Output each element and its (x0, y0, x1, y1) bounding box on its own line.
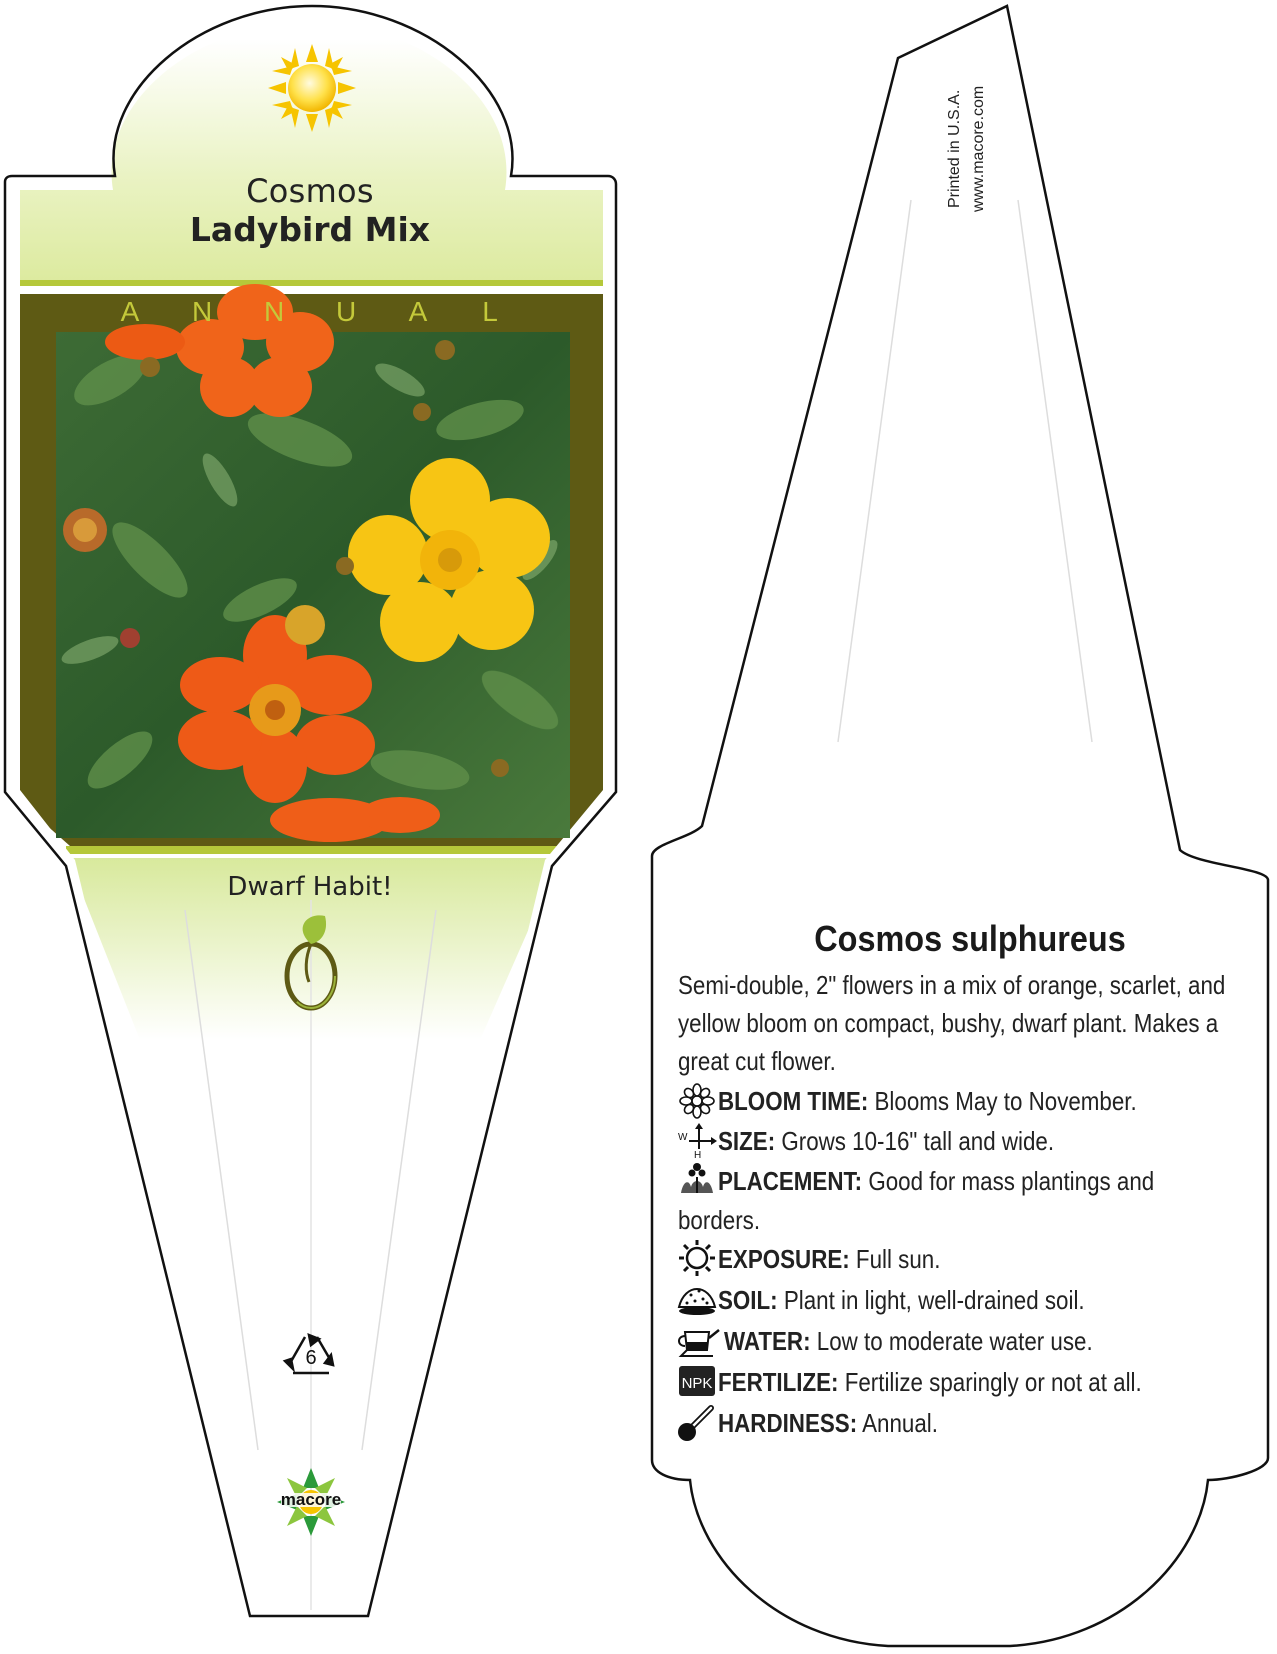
care-label: BLOOM TIME: (718, 1086, 869, 1116)
care-row-placement (678, 1162, 1225, 1200)
plant-photo (56, 284, 570, 842)
category-letter: A (120, 296, 140, 327)
sun-icon (268, 44, 356, 132)
care-text: Plant in light, well-drained soil. (783, 1285, 1085, 1315)
care-text: Good for mass plantings and (868, 1166, 1155, 1196)
printed-in-usa: Printed in U.S.A. (946, 89, 963, 208)
plant-name-variety: Ladybird Mix (189, 210, 431, 249)
care-row-fertilize (678, 1363, 1211, 1401)
care-row-size (678, 1122, 1109, 1160)
care-text: Full sun. (855, 1244, 941, 1274)
care-row-hardiness (678, 1404, 974, 1442)
care-label: WATER: (724, 1326, 811, 1356)
category-label (120, 296, 500, 328)
size-h-label: H (694, 1150, 702, 1161)
care-label: SOIL: (718, 1285, 778, 1315)
category-letter: N (264, 296, 285, 327)
plant-name-genus: Cosmos (246, 172, 374, 210)
care-label: FERTILIZE: (718, 1367, 839, 1397)
care-label: PLACEMENT: (718, 1166, 863, 1196)
category-letter: N (192, 296, 213, 327)
care-label: HARDINESS: (718, 1408, 858, 1438)
recycle-code: 6 (305, 1347, 317, 1369)
care-text: Annual. (862, 1408, 938, 1438)
brand-name: macore (280, 1490, 342, 1509)
care-row-exposure (678, 1240, 977, 1278)
care-text: Low to moderate water use. (816, 1326, 1093, 1356)
care-row-bloom-time (678, 1082, 1205, 1120)
care-text: Fertilize sparingly or not at all. (844, 1367, 1142, 1397)
category-letter: U (336, 296, 357, 327)
size-w-label: W (678, 1132, 688, 1143)
care-text: Blooms May to November. (874, 1086, 1137, 1116)
plant-description: Semi-double, 2" flowers in a mix of orange, scarlet, and yellow bloom on compact, bushy, dwarf plant. Makes a great cut flower. (678, 970, 1226, 1076)
website-url: www.macore.com (970, 85, 987, 212)
care-row-water (678, 1322, 1153, 1360)
care-row-soil (678, 1281, 1144, 1319)
care-text-cont: borders. (678, 1205, 761, 1235)
tagline: Dwarf Habit! (227, 872, 393, 902)
care-label: SIZE: (718, 1126, 776, 1156)
species-name: Cosmos sulphureus (814, 918, 1126, 959)
npk-label: NPK (681, 1375, 713, 1392)
category-letter: L (482, 296, 498, 327)
care-label: EXPOSURE: (718, 1244, 850, 1274)
care-text: Grows 10-16" tall and wide. (781, 1126, 1055, 1156)
care-row-placement-cont (678, 1201, 773, 1239)
category-letter: A (408, 296, 428, 327)
